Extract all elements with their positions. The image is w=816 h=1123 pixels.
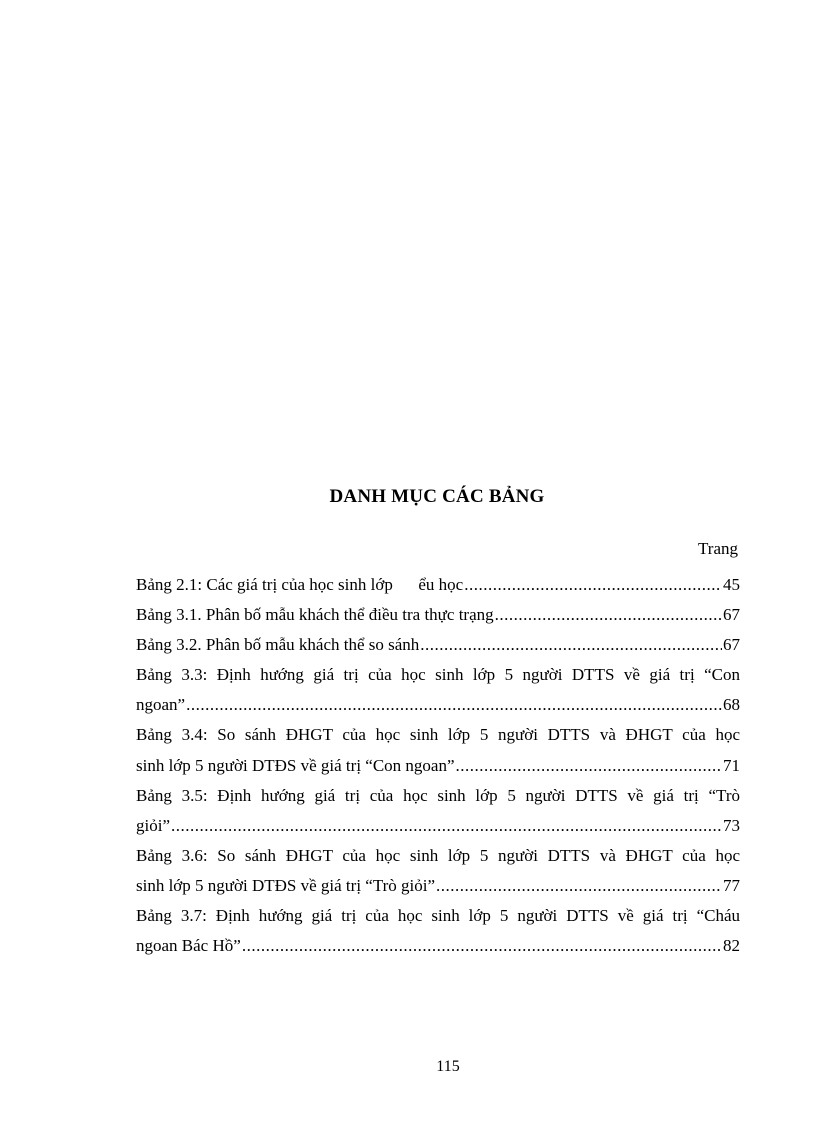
toc-entry[interactable]	[136, 630, 740, 660]
toc-page-number: 77	[723, 875, 740, 895]
toc-entry[interactable]	[136, 720, 740, 780]
table-list	[136, 570, 740, 961]
toc-entry-text: Bảng 3.2. Phân bố mẫu khách thể so sánh	[136, 635, 420, 655]
toc-entry-text: Bảng 3.3: Định hướng giá trị của học sinh lớp 5 người DTTS về giá trị “Con	[136, 665, 740, 685]
toc-entry-line	[136, 781, 740, 811]
toc-entry-text: sinh lớp 5 người DTĐS về giá trị “Trò giỏi”	[136, 875, 436, 895]
toc-entry-line	[136, 901, 740, 931]
toc-page-number: 68	[723, 695, 740, 715]
page-number: 115	[436, 1058, 460, 1075]
dot-leader	[186, 690, 722, 720]
toc-entry[interactable]	[136, 600, 740, 630]
toc-entry-text: Bảng 3.5: Định hướng giá trị của học sinh lớp 5 người DTTS về giá trị “Trò	[136, 785, 740, 805]
page-title: DANH MỤC CÁC BẢNG	[329, 486, 545, 507]
toc-entry-last-line	[136, 630, 740, 660]
toc-entry-text: ngoan”	[136, 695, 186, 715]
toc-entry[interactable]	[136, 660, 740, 720]
toc-page-number: 45	[723, 575, 740, 594]
toc-entry-last-line	[136, 570, 740, 600]
toc-entry-last-line	[136, 931, 740, 961]
toc-page-number: 67	[723, 605, 740, 625]
dot-leader	[436, 871, 722, 901]
toc-entry-text: Bảng 3.1. Phân bố mẫu khách thể điều tra thực trạng	[136, 605, 494, 625]
toc-entry[interactable]	[136, 901, 740, 961]
toc-entry-last-line	[136, 811, 740, 841]
toc-entry-line	[136, 660, 740, 690]
toc-entry[interactable]	[136, 841, 740, 901]
toc-entry-text: Bảng 3.6: So sánh ĐHGT của học sinh lớp 5 người DTTS và ĐHGT của học	[136, 845, 740, 865]
dot-leader	[420, 630, 722, 660]
toc-entry-text: Bảng 2.1: Các giá trị của học sinh lớp ểu học	[136, 575, 464, 594]
toc-entry-text: ngoan Bác Hồ”	[136, 936, 241, 956]
toc-page-number: 73	[723, 815, 740, 835]
toc-entry-line	[136, 841, 740, 871]
toc-entry-text: Bảng 3.4: So sánh ĐHGT của học sinh lớp 5 người DTTS và ĐHGT của học	[136, 725, 740, 745]
toc-entry-line	[136, 720, 740, 750]
toc-entry-last-line	[136, 871, 740, 901]
toc-entry-last-line	[136, 600, 740, 630]
dot-leader	[242, 931, 722, 961]
toc-page-number: 82	[723, 936, 740, 956]
toc-entry-text: Bảng 3.7: Định hướng giá trị của học sinh lớp 5 người DTTS về giá trị “Cháu	[136, 906, 740, 926]
toc-entry[interactable]	[136, 781, 740, 841]
page-column-header: Trang	[698, 539, 738, 558]
toc-entry-last-line	[136, 690, 740, 720]
dot-leader	[495, 600, 722, 630]
dot-leader	[171, 811, 722, 841]
toc-entry-text: giỏi”	[136, 815, 170, 835]
toc-entry-last-line	[136, 751, 740, 781]
toc-page-number: 71	[723, 755, 740, 775]
toc-entry[interactable]	[136, 570, 740, 600]
toc-page-number: 67	[723, 635, 740, 655]
toc-entry-text: sinh lớp 5 người DTĐS về giá trị “Con ngoan”	[136, 755, 455, 775]
dot-leader	[456, 751, 722, 781]
dot-leader	[464, 570, 722, 600]
